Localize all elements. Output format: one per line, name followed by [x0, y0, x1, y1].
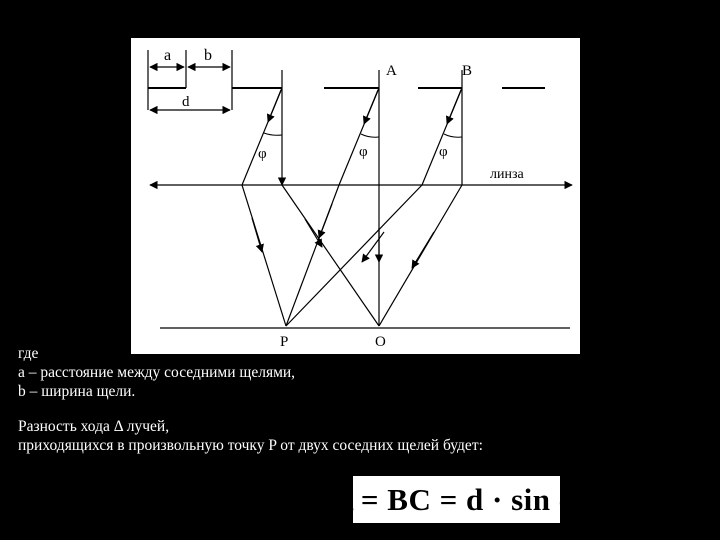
a-definition: a – расстояние между соседними щелями,	[18, 364, 296, 381]
formula-box	[334, 476, 579, 523]
label-phi-3: φ	[439, 144, 448, 160]
label-B: B	[462, 63, 473, 79]
angle-arc	[361, 134, 379, 137]
where-line: где	[18, 345, 39, 362]
focused-ray	[286, 185, 422, 326]
b-definition: b – ширина щели.	[18, 383, 136, 400]
label-P: P	[280, 334, 289, 350]
angle-arc	[264, 133, 282, 135]
label-phi-1: φ	[258, 146, 267, 162]
ray-arrow	[268, 90, 281, 122]
label-lens: линза	[490, 167, 524, 182]
ray-arrow	[305, 219, 322, 247]
ray-arrow	[447, 90, 461, 124]
label-phi-2: φ	[359, 144, 368, 160]
ray-arrow	[319, 204, 332, 238]
ray-arrow	[364, 90, 378, 124]
focused-rays	[242, 185, 462, 326]
label-A: A	[386, 63, 397, 79]
diffracted-rays	[242, 88, 462, 185]
spacer	[18, 401, 618, 417]
label-b: b	[204, 47, 212, 64]
focused-ray	[242, 185, 286, 326]
angle-arcs	[264, 133, 462, 137]
normals	[282, 70, 462, 326]
path-difference-line-1: Разность хода Δ лучей,	[18, 418, 170, 435]
focused-ray	[379, 185, 462, 326]
ray-arrow	[412, 232, 434, 268]
dimension-markers	[148, 50, 232, 110]
explanation-text	[18, 344, 618, 455]
label-a: a	[164, 47, 172, 64]
formula: Δ = BC = d · sin φ	[334, 481, 579, 517]
label-O: O	[375, 334, 386, 350]
path-difference-line-2: приходящихся в произвольную точку P от двух соседних щелей будет:	[18, 437, 483, 454]
diffraction-grating-diagram	[131, 38, 580, 354]
ray-arrow	[252, 218, 262, 252]
label-d: d	[182, 94, 190, 110]
diagram-labels	[164, 47, 525, 350]
angle-arc	[444, 134, 462, 137]
